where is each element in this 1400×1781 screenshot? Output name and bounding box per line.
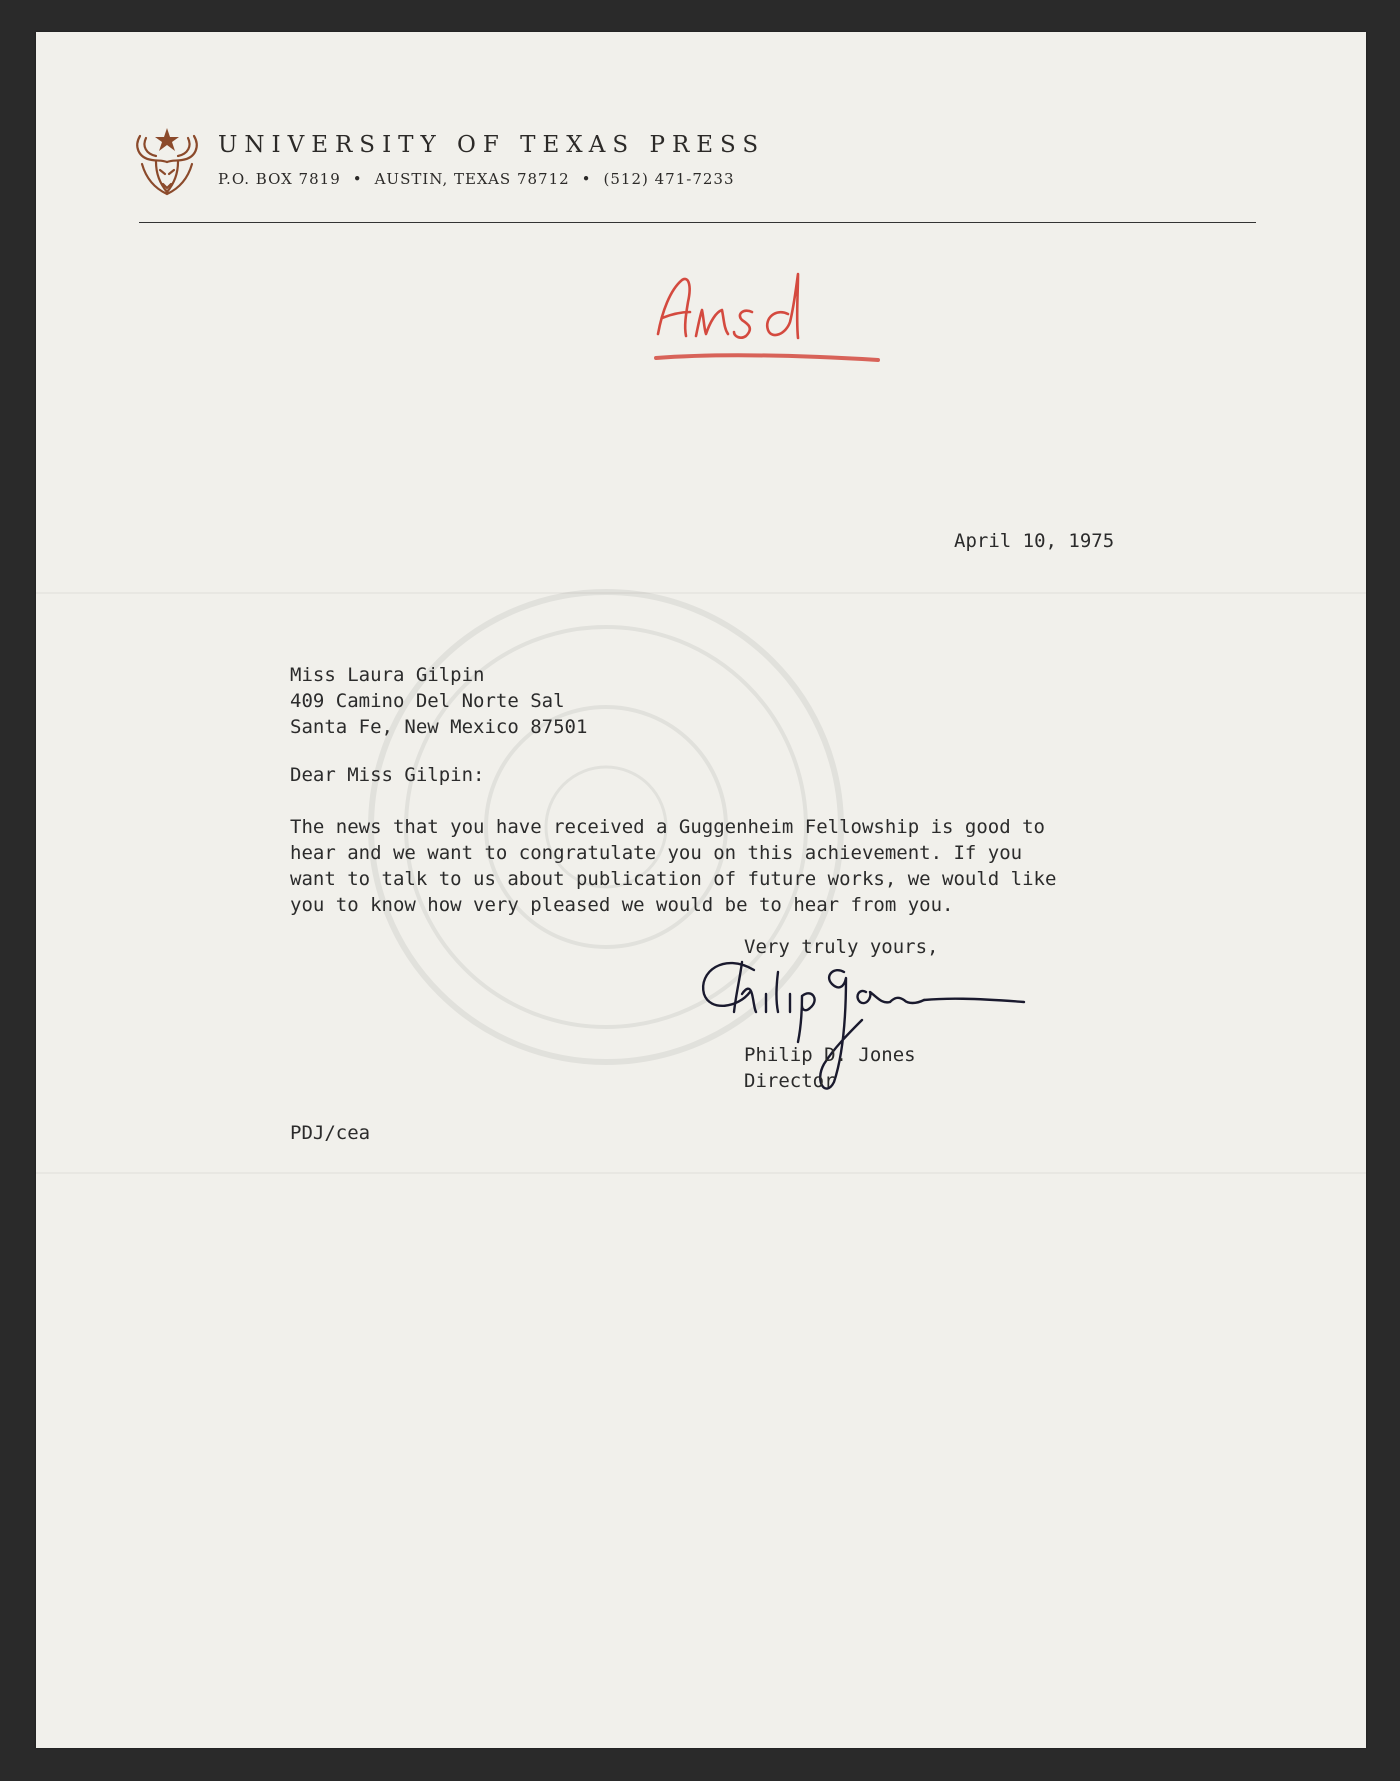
recipient-address [290, 662, 587, 740]
signer-title: Director [744, 1070, 836, 1092]
recipient-line: 409 Camino Del Norte Sal [290, 690, 565, 712]
body-line: The news that you have received a Guggenheim Fellowship is good to [290, 816, 1045, 838]
letterhead-city: AUSTIN, TEXAS 78712 [374, 170, 570, 188]
letterhead-organization: UNIVERSITY OF TEXAS PRESS [218, 132, 766, 158]
signer-name: Philip D. Jones [744, 1044, 916, 1066]
letterhead-phone: (512) 471-7233 [603, 170, 735, 188]
letter-date: April 10, 1975 [954, 530, 1115, 552]
salutation: Dear Miss Gilpin: [290, 764, 485, 786]
body-line: you to know how very pleased we would be to hear from you. [290, 894, 954, 916]
recipient-line: Miss Laura Gilpin [290, 664, 485, 686]
closing: Very truly yours, [744, 936, 939, 958]
handwritten-annotation-ansd [648, 262, 888, 372]
letterhead-address [218, 170, 735, 188]
letterhead-separator: • [581, 170, 592, 188]
letter-body [290, 814, 1056, 918]
body-line: want to talk to us about publication of future works, we would like [290, 868, 1057, 890]
body-line: hear and we want to congratulate you on this achievement. If you [290, 842, 1023, 864]
letterhead-separator: • [352, 170, 363, 188]
longhorn-star-logo-icon [132, 124, 202, 198]
fold-line [36, 1172, 1366, 1174]
letterhead-po-box: P.O. BOX 7819 [218, 170, 341, 188]
letterhead-rule [139, 222, 1256, 223]
reference-initials: PDJ/cea [290, 1122, 371, 1144]
recipient-line: Santa Fe, New Mexico 87501 [290, 716, 588, 738]
letter-page [36, 32, 1366, 1748]
